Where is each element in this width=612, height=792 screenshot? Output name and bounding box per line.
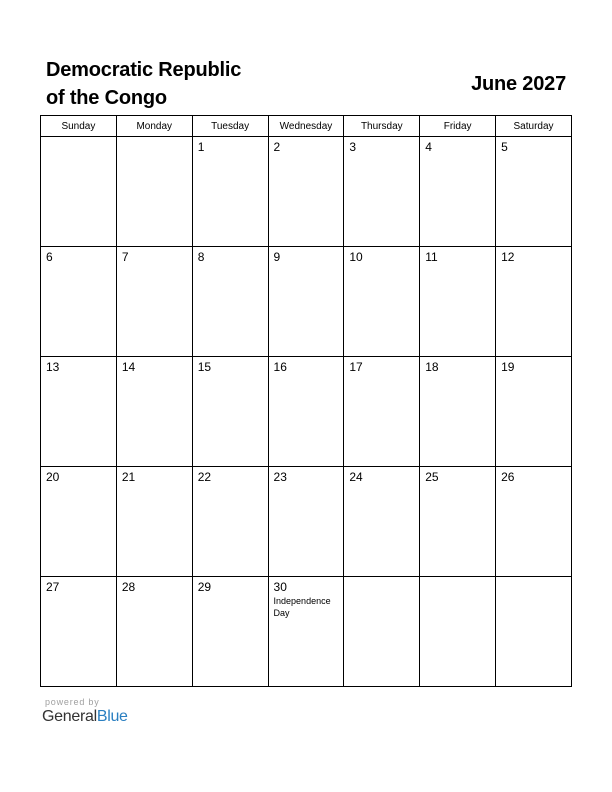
day-cell: [496, 247, 572, 357]
day-cell: [116, 577, 192, 687]
day-cell: [344, 247, 420, 357]
day-number: 2: [273, 140, 281, 154]
day-number: 9: [273, 250, 281, 264]
empty-day-cell: [116, 137, 192, 247]
day-cell: [41, 357, 117, 467]
day-number: 28: [121, 580, 136, 594]
weekday-header-row: [41, 116, 572, 137]
holiday-label: Independence Day: [273, 596, 331, 618]
day-number: 22: [197, 470, 212, 484]
day-cell: [496, 137, 572, 247]
week-row: [41, 357, 572, 467]
day-number: 4: [425, 140, 432, 154]
week-row: [41, 247, 572, 357]
day-cell: [192, 137, 268, 247]
empty-day-cell: [344, 577, 420, 687]
day-number: 20: [46, 470, 60, 484]
day-cell: [268, 357, 344, 467]
day-number: 8: [197, 250, 205, 264]
day-number: 16: [273, 360, 287, 374]
day-cell: [41, 247, 117, 357]
day-number: 14: [121, 360, 136, 374]
calendar-grid: [40, 115, 572, 687]
day-number: 7: [121, 250, 129, 264]
week-row: [41, 467, 572, 577]
day-number: 19: [501, 360, 515, 374]
day-number: 30: [273, 580, 287, 594]
day-number: 11: [425, 250, 438, 264]
weekday-header: Saturday: [496, 116, 572, 137]
day-number: 12: [501, 250, 515, 264]
weekday-header: Wednesday: [268, 116, 344, 137]
day-number: 10: [349, 250, 363, 264]
weekday-header: Tuesday: [192, 116, 268, 137]
day-number: 21: [121, 470, 136, 484]
brand-blue-text: Blue: [96, 708, 128, 725]
day-cell: [496, 467, 572, 577]
day-cell: [41, 467, 117, 577]
day-cell: [268, 577, 344, 687]
brand-general-text: General: [42, 708, 97, 725]
weekday-header: Sunday: [41, 116, 117, 137]
day-cell: [41, 577, 117, 687]
day-number: 26: [501, 470, 515, 484]
powered-by-label: powered by: [45, 697, 100, 707]
day-cell: [116, 357, 192, 467]
day-cell: [192, 467, 268, 577]
day-cell: [344, 357, 420, 467]
country-title-line1: Democratic Republic: [46, 59, 242, 81]
day-cell: [268, 137, 344, 247]
week-row: [41, 137, 572, 247]
day-cell: [344, 137, 420, 247]
empty-day-cell: [41, 137, 117, 247]
day-cell: [192, 577, 268, 687]
day-cell: [116, 247, 192, 357]
weekday-header: Friday: [420, 116, 496, 137]
day-number: 15: [197, 360, 212, 374]
day-cell: [420, 467, 496, 577]
day-cell: [420, 137, 496, 247]
day-number: 5: [501, 140, 508, 154]
weekday-header: Thursday: [344, 116, 420, 137]
day-cell: [268, 467, 344, 577]
day-cell: [496, 357, 572, 467]
empty-day-cell: [496, 577, 572, 687]
day-cell: [344, 467, 420, 577]
week-row: [41, 577, 572, 687]
day-number: 3: [349, 140, 357, 154]
day-cell: [116, 467, 192, 577]
calendar-country-title: [46, 56, 306, 112]
empty-day-cell: [420, 577, 496, 687]
day-number: 13: [46, 360, 60, 374]
day-cell: [268, 247, 344, 357]
day-number: 6: [46, 250, 53, 264]
country-title-line2: of the Congo: [46, 87, 167, 109]
day-cell: [192, 247, 268, 357]
day-number: 17: [349, 360, 363, 374]
day-number: 27: [46, 580, 60, 594]
day-cell: [192, 357, 268, 467]
weekday-header: Monday: [116, 116, 192, 137]
day-cell: [420, 247, 496, 357]
day-number: 29: [197, 580, 212, 594]
generalblue-logo: [42, 708, 128, 726]
day-number: 18: [425, 360, 439, 374]
day-number: 25: [425, 470, 439, 484]
day-number: 24: [349, 470, 363, 484]
day-number: 1: [197, 140, 205, 154]
day-cell: [420, 357, 496, 467]
day-number: 23: [273, 470, 287, 484]
calendar-month-title: June 2027: [471, 73, 566, 95]
